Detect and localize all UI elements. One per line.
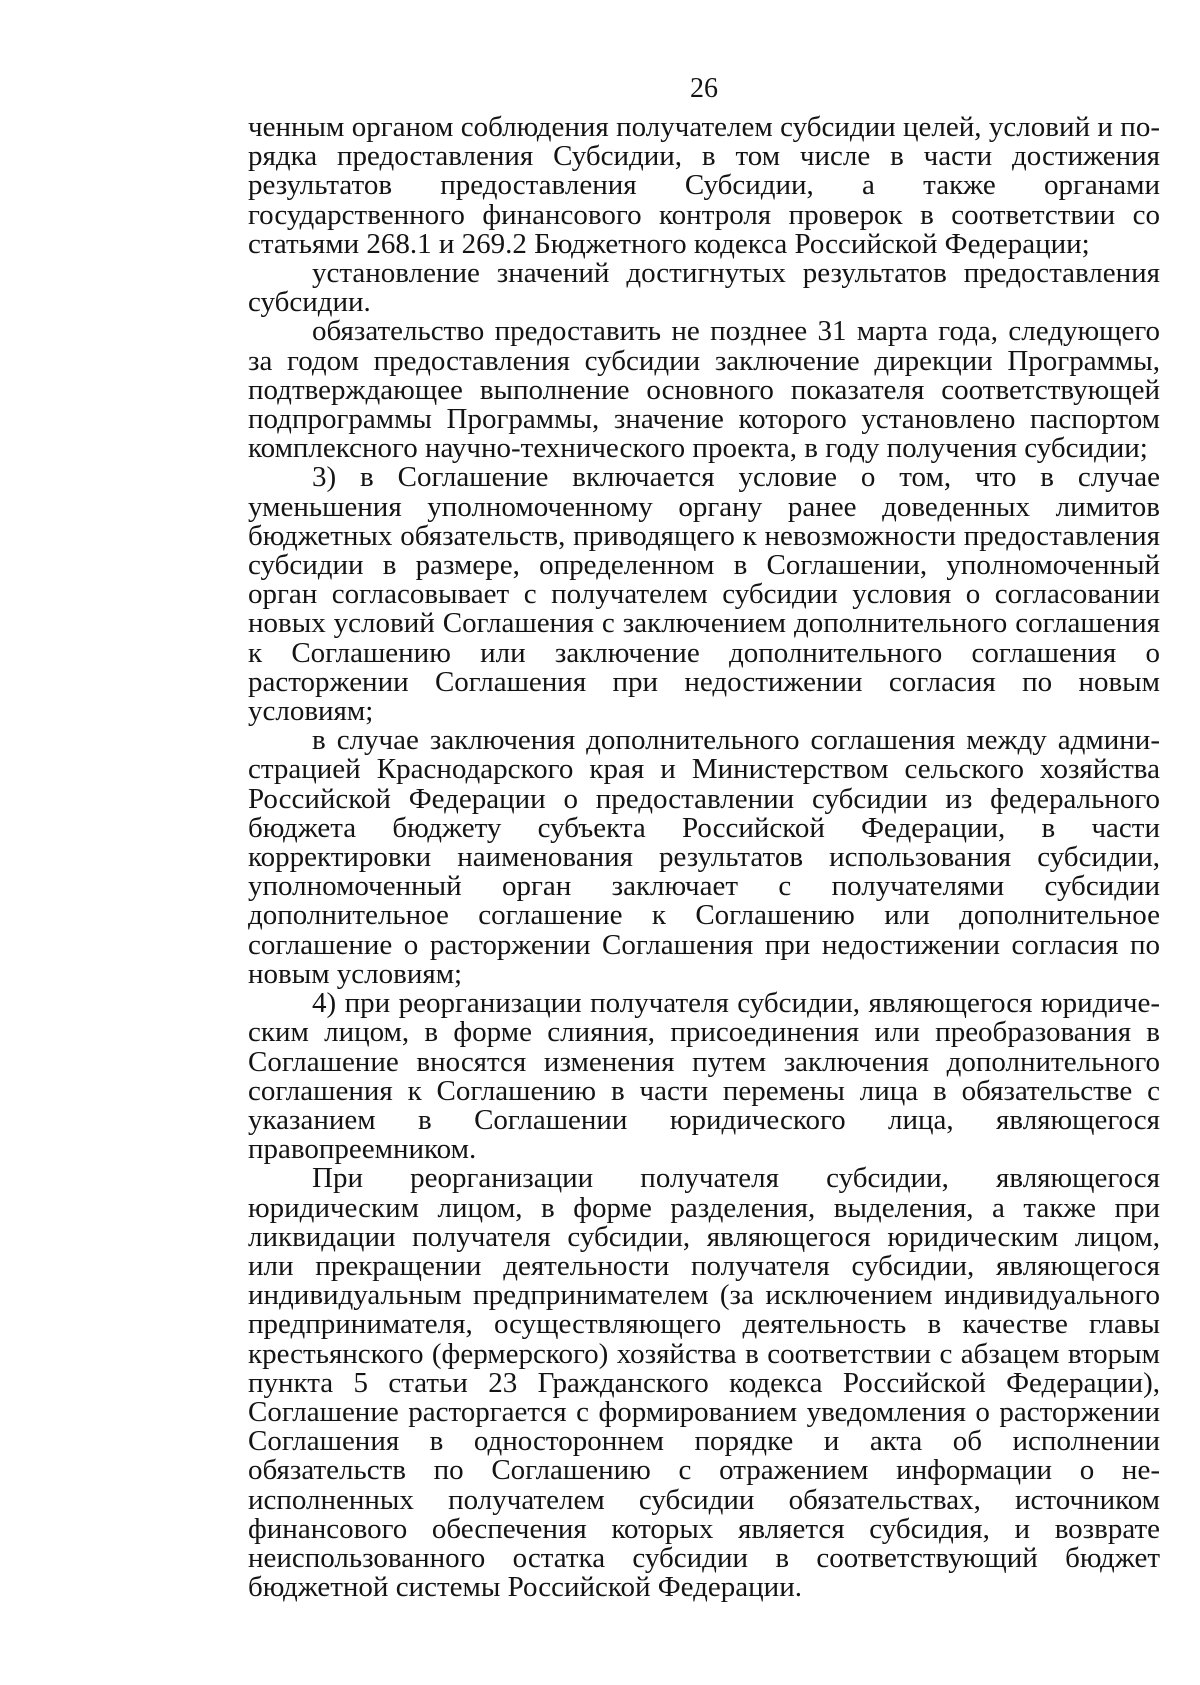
document-page — [248, 72, 1160, 1602]
paragraph-additional-agreement: в случае заключения дополнительного соглашения между администрацией Краснодарского края и Министерством сельского хозяйства Российской Федерации о предоставлении субсидии из федерального бюджета бюджету субъекта Российской Федерации, в части корректировки наименования результатов использования субсидии, уполномоченный орган заключает с получателями субсидии дополнительное соглашение к Соглашению или дополнительное соглашение о расторжении Соглашения при недостижении согласия по новым условиям; — [248, 724, 1160, 990]
paragraph-item-4: 4) при реорганизации получателя субсидии, являющегося юридическим лицом, в форме слияния, присоединения или преобразования в Соглашение вносятся изменения путем заключения дополнительного соглашения к Соглашению в части перемены лица в обязательстве с указанием в Соглашении юридического лица, являющегося правопреемником. — [248, 987, 1160, 1166]
paragraph-reorganization: При реорганизации получателя субсидии, являющегося юридическим лицом, в форме разделения, выделения, а также при ликвидации получателя субсидии, являющегося юридическим лицом, или прекращении деятельности получателя субсидии, являющегося индивидуальным предпринимателем (за исключением индивидуального предпринимателя, осуществляющего деятельность в качестве главы крестьянского (фермерского) хозяйства в соответствии с абзацем вторым пункта 5 статьи 23 Гражданского кодекса Российской Федерации), Соглашение расторгается с формированием уведомления о расторжении Соглашения в одностороннем порядке и акта об исполнении обязательств по Соглашению с отражением информации о неисполненных получателем субсидии обязательствах, источником финансового обеспечения которых является субсидия, и возврате неиспользованного остатка субсидии в соответствующий бюджет бюджетной системы Российской Федерации. — [248, 1162, 1160, 1604]
paragraph-result-values: установление значений достигнутых результатов предоставления субсидии. — [248, 257, 1160, 319]
paragraph-item-3: 3) в Соглашение включается условие о том, что в случае уменьшения уполномоченному органу ранее доведенных лимитов бюджетных обязательств, приводящего к невозможности предоставления субсидии в размере, определенном в Соглашении, уполномоченный орган согласовывает с получателем субсидии условия о согласовании новых условий Соглашения с заключением дополнительного соглашения к Соглашению или заключение дополнительного соглашения о расторжении Соглашения при недостижении согласия по новым условиям; — [248, 461, 1160, 728]
paragraph-obligation: обязательство предоставить не позднее 31 марта года, следующего за годом предоставления субсидии заключение дирекции Программы, подтверждающее выполнение основного показателя соответствующей подпрограммы Программы, значение которого установлено паспортом комплексного научно-технического проекта, в году получения субсидии; — [248, 315, 1160, 465]
paragraph-continuation: ченным органом соблюдения получателем субсидии целей, условий и порядка предоставления Субсидии, в том числе в части достижения результатов предоставления Субсидии, а также органами государственного финансового контроля проверок в соответствии со статьями 268.1 и 269.2 Бюджетного кодекса Российской Федерации; — [248, 111, 1160, 260]
page-number: 26 — [690, 73, 718, 104]
